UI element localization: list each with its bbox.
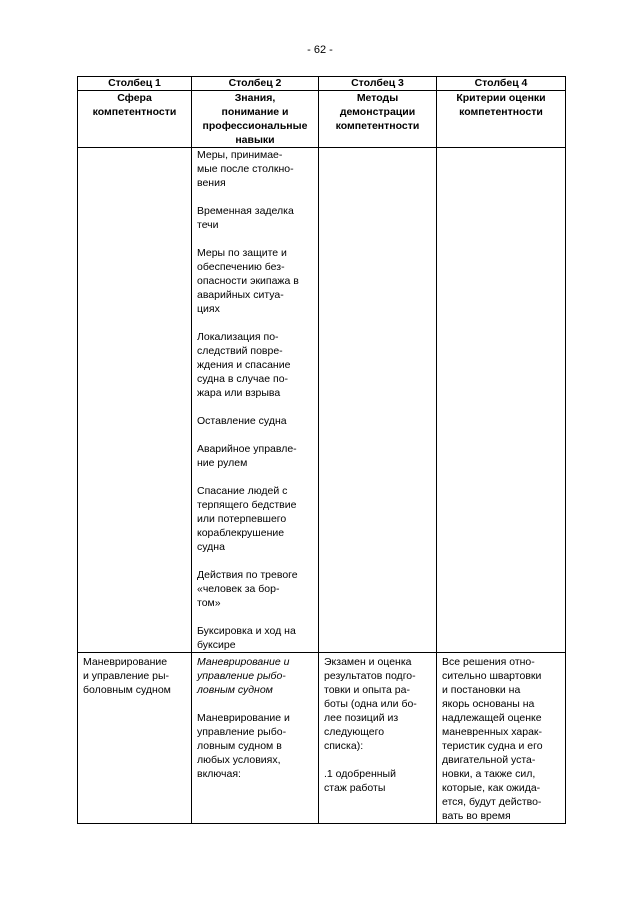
table-row [78, 653, 566, 824]
column-header-row [78, 91, 566, 148]
row1-col3-cell [319, 148, 437, 653]
list-item: Временная заделка течи [197, 205, 294, 231]
list-item: Спасание людей с терпящего бедствие или потерпевшего кораблекрушение судна [197, 485, 297, 553]
row2-col1-cell [78, 653, 192, 824]
column-2-number: Столбец 2 [192, 77, 319, 91]
list-item: Меры по защите и обеспечению без- опасности экипажа в аварийных ситуа- циях [197, 247, 299, 315]
column-4-number: Столбец 4 [437, 77, 566, 91]
list-item: Буксировка и ход на буксире [197, 625, 296, 651]
method-text: Экзамен и оценка результатов подго- товки и опыта ра- боты (одна или бо- лее позиций из следующего списка): [324, 656, 417, 752]
competence-table [77, 76, 566, 824]
column-1-number: Столбец 1 [78, 77, 192, 91]
column-4-title [437, 91, 566, 148]
column-3-title-text: Методы демонстрации компетентности [335, 92, 420, 132]
row2-col4-cell [437, 653, 566, 824]
method-list-item: .1 одобренный стаж работы [324, 768, 396, 794]
column-1-title [78, 91, 192, 148]
row1-col4-cell [437, 148, 566, 653]
page-number: - 62 - [307, 44, 333, 56]
row1-col2-cell [192, 148, 319, 653]
knowledge-text: Маневрирование и управление рыбо- ловным судном в любых условиях, включая: [197, 712, 290, 780]
competence-area-text: Маневрирование и управление ры- боловным судном [83, 656, 171, 696]
row1-col1-cell [78, 148, 192, 653]
criteria-text: Все решения отно- сительно швартовки и постановки на якорь основаны на надлежащей оценке маневренных харак- теристик судна и его двигательной уста- новки, а также сил, которые, как ожида- ется, будут действо- вать во время [442, 656, 543, 822]
list-item: Действия по тревоге «человек за бор- том» [197, 569, 298, 609]
list-item: Аварийное управле- ние рулем [197, 443, 297, 469]
column-number-row [78, 77, 566, 91]
column-2-title-text: Знания, понимание и профессиональные навыки [202, 92, 308, 146]
column-1-title-text: Сфера компетентности [92, 92, 177, 118]
column-4-title-text: Критерии оценки компетентности [456, 92, 546, 118]
row2-col3-cell [319, 653, 437, 824]
list-item: Оставление судна [197, 415, 287, 427]
knowledge-heading: Маневрирование и управление рыбо- ловным судном [197, 656, 290, 696]
table-row [78, 148, 566, 653]
column-3-title [319, 91, 437, 148]
row2-col2-cell [192, 653, 319, 824]
list-item: Меры, принимае- мые после столкно- вения [197, 149, 294, 189]
column-3-number: Столбец 3 [319, 77, 437, 91]
list-item: Локализация по- следствий повре- ждения и спасание судна в случае по- жара или взрыва [197, 331, 291, 399]
column-2-title [192, 91, 319, 148]
